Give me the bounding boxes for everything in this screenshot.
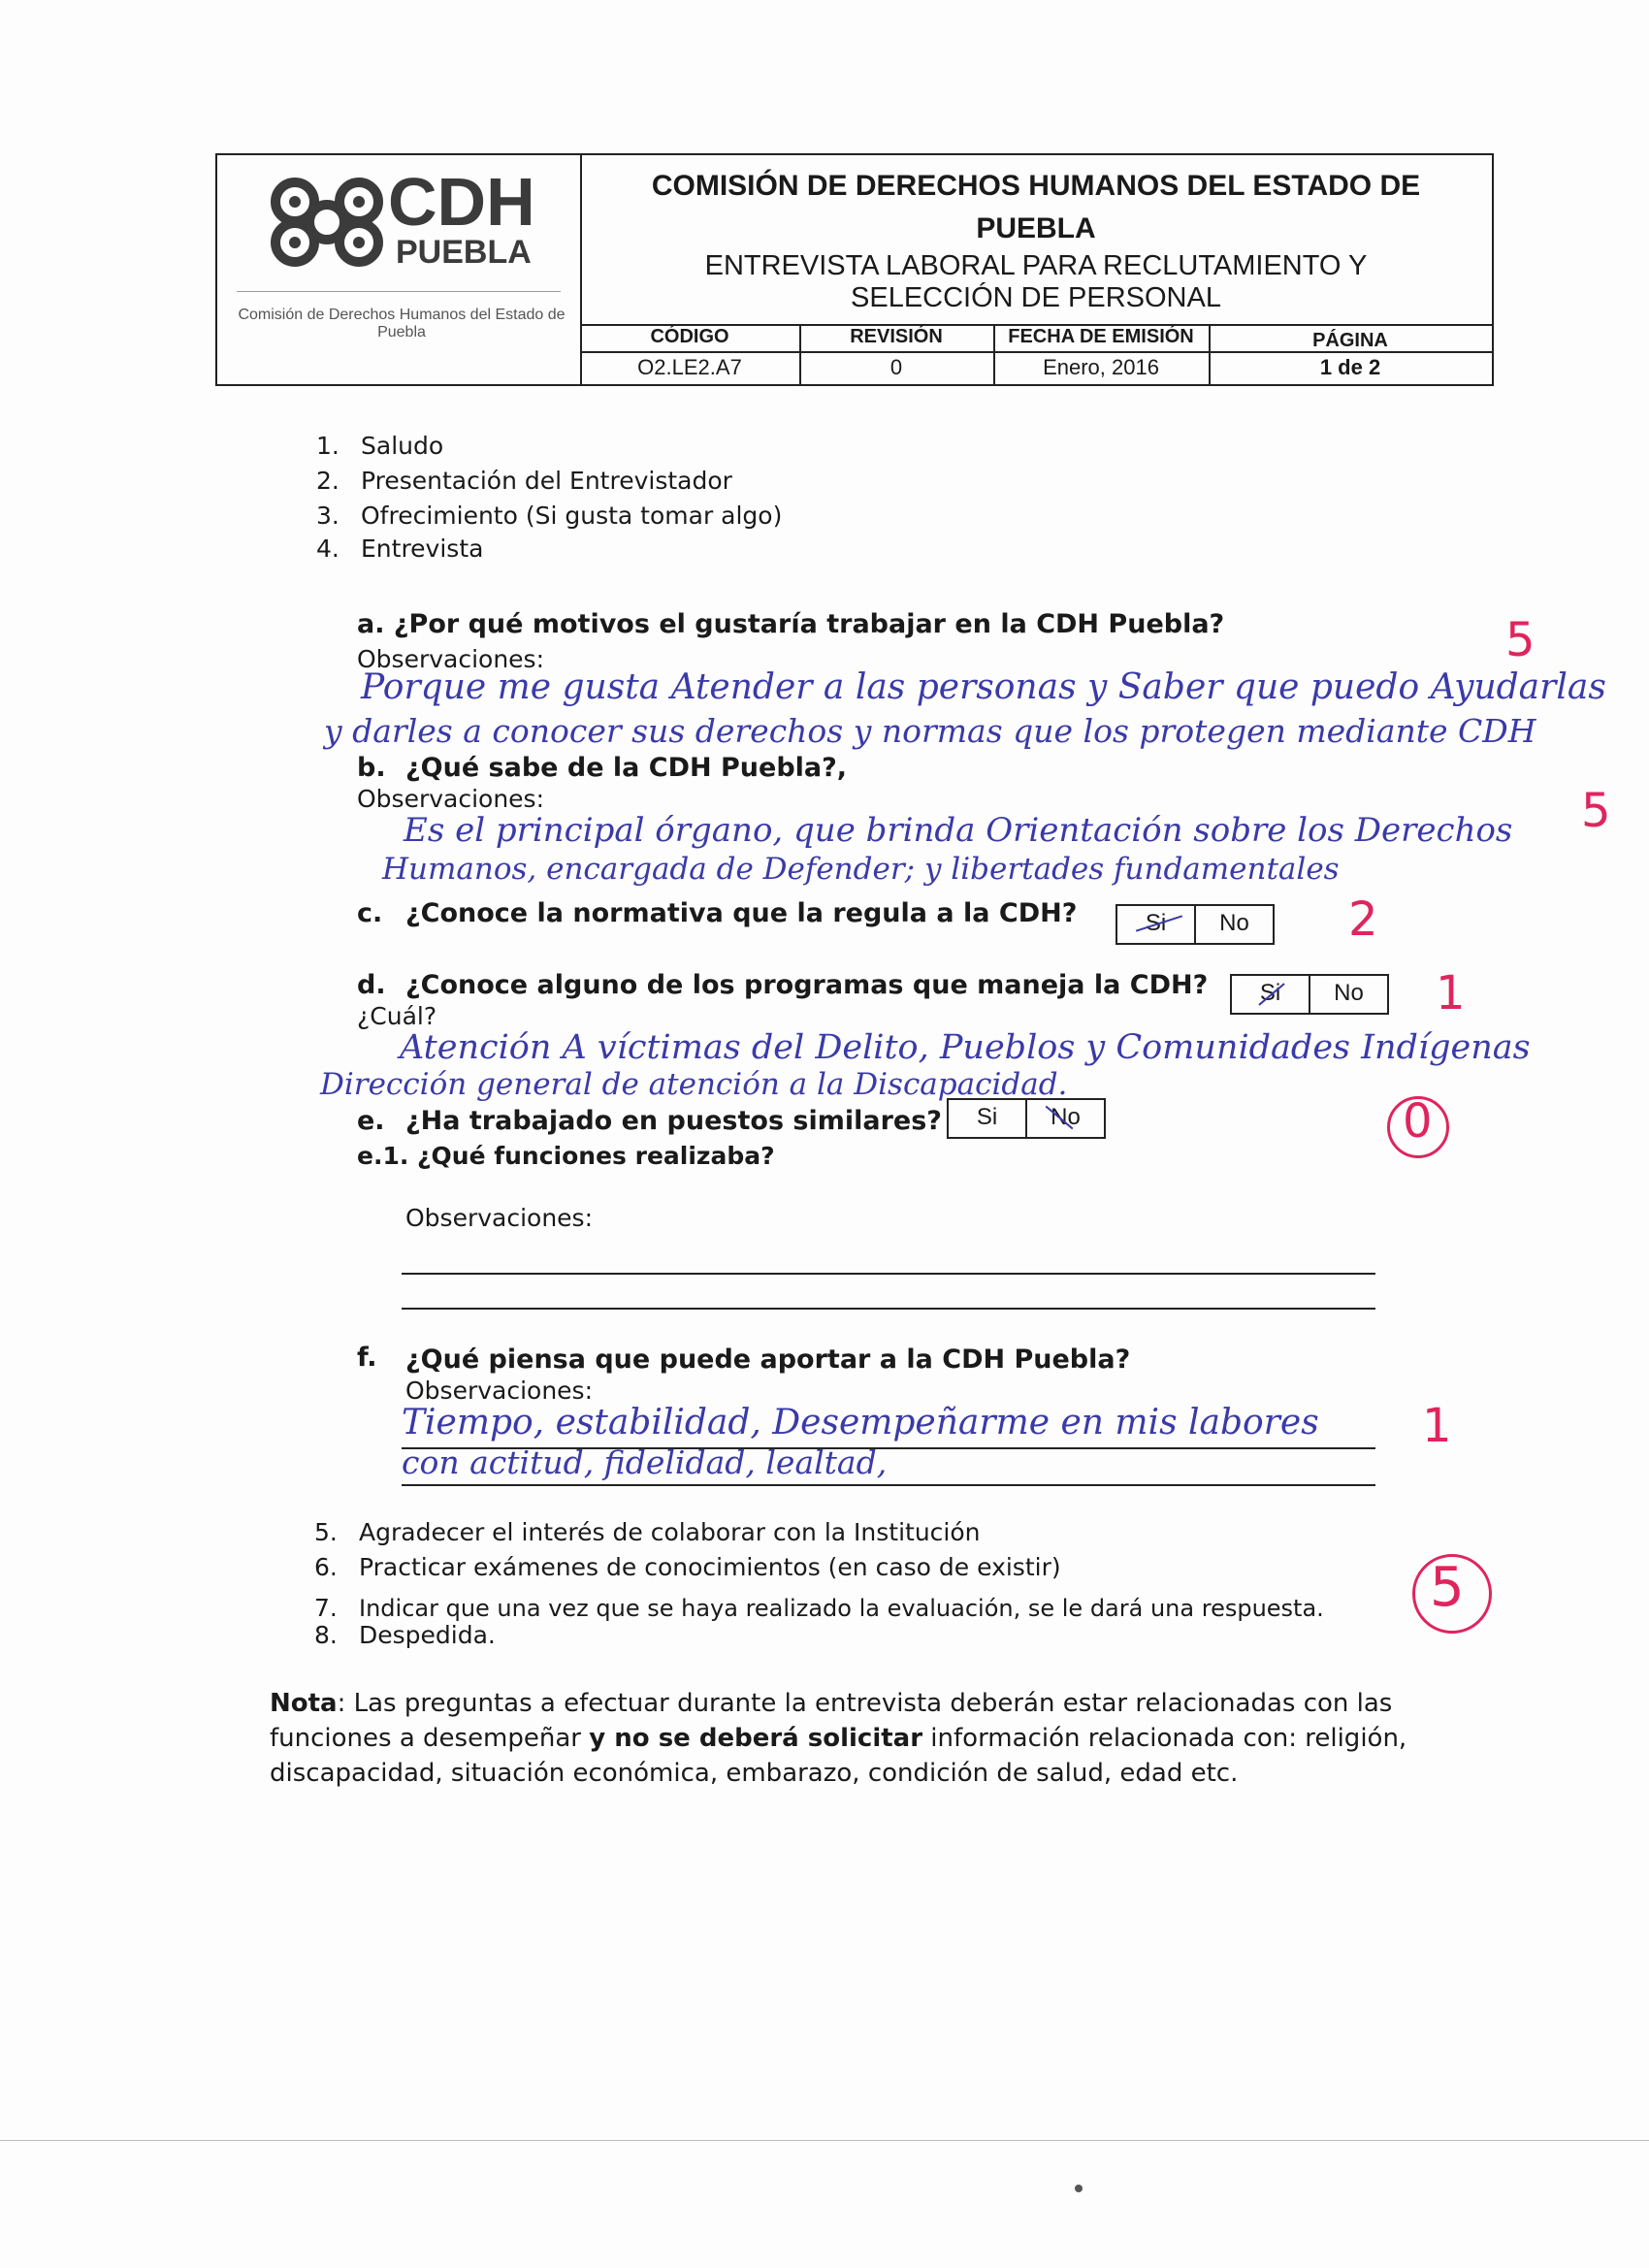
code-value: O2.LE2.A7 [637,355,742,379]
question-e-yes-no [947,1098,1106,1139]
answer-d-line-1: Atención A víctimas del Delito, Pueblos y Comunidades Indígenas [400,1028,1531,1067]
option-si[interactable]: Si [976,1104,998,1130]
step-num: 3. [316,502,340,530]
cdh-logo-icon [264,173,390,270]
observations-label: Observaciones: [405,1377,594,1405]
option-no[interactable]: No [1025,1100,1104,1137]
question-c-yes-no [1116,904,1275,945]
answer-f-line-2: con actitud, fidelidad, lealtad, [402,1443,888,1481]
title-line-2: PUEBLA [976,212,1096,244]
issue-date-header: FECHA DE EMISIÓN [1008,326,1194,347]
note-text: información relacionada con: religión, [922,1724,1407,1753]
note-line-1 [270,1686,1392,1721]
option-no[interactable]: No [1194,906,1273,943]
answer-d-line-2: Dirección general de atención a la Discapacidad. [320,1067,1068,1102]
step-num: 7. [314,1594,338,1622]
note-label: Nota [270,1689,338,1718]
question-e: ¿Ha trabajado en puestos similares? [405,1106,942,1136]
which-label: ¿Cuál? [357,1002,437,1030]
question-d: ¿Conoce alguno de los programas que maneja la CDH? [405,970,1209,1000]
step-num: 1. [316,432,340,460]
step-text: Agradecer el interés de colaborar con la Institución [359,1518,981,1546]
observations-label: Observaciones: [357,645,545,673]
observations-label: Observaciones: [405,1204,594,1232]
document-header [215,153,1494,386]
step-num: 8. [314,1621,338,1649]
note-line-3: discapacidad, situación económica, embarazo, condición de salud, edad etc. [270,1759,1239,1788]
step-num: 2. [316,467,340,495]
step-text: Despedida. [359,1621,496,1649]
question-c-letter: c. [357,898,383,928]
issue-date-value: Enero, 2016 [1043,355,1159,379]
page-value: 1 de 2 [1319,355,1381,379]
score-e: 0 [1403,1094,1433,1149]
logo-caption: Comisión de Derechos Humanos del Estado de Puebla [238,307,566,340]
title-line-1: COMISIÓN DE DERECHOS HUMANOS DEL ESTADO DE [651,170,1421,202]
question-b: ¿Qué sabe de la CDH Puebla?, [405,753,848,783]
score-d: 1 [1436,966,1466,1021]
blank-line [402,1308,1375,1310]
subtitle-line-2: SELECCIÓN DE PERSONAL [851,282,1221,313]
step-text: Practicar exámenes de conocimientos (en caso de existir) [359,1553,1061,1581]
title-block [580,155,1492,314]
score-a: 5 [1505,613,1536,667]
answer-b-line-2: Humanos, encargada de Defender; y libertades fundamentales [382,852,1340,887]
blank-line [402,1273,1375,1275]
question-c: ¿Conoce la normativa que la regula a la CDH? [405,898,1078,928]
question-f-letter: f. [357,1343,377,1373]
step-text: Entrevista [361,535,484,563]
step-num: 4. [316,535,340,563]
step-num: 5. [314,1518,338,1546]
subtitle-line-1: ENTREVISTA LABORAL PARA RECLUTAMIENTO Y [704,250,1368,281]
question-d-letter: d. [357,970,386,1000]
score-f: 1 [1422,1399,1452,1453]
question-e-letter: e. [357,1106,385,1136]
answer-b-line-1: Es el principal órgano, que brinda Orientación sobre los Derechos [404,811,1513,850]
answer-line [402,1484,1375,1486]
option-no[interactable]: No [1309,976,1387,1013]
question-f: ¿Qué piensa que puede aportar a la CDH Puebla? [405,1345,1131,1375]
question-a: a. ¿Por qué motivos el gustaría trabajar en la CDH Puebla? [357,609,1225,639]
revision-value: 0 [889,355,903,379]
note-text: : Las preguntas a efectuar durante la entrevista deberán estar relacionadas con las [337,1689,1393,1718]
score-b: 5 [1581,784,1611,838]
question-e-1: e.1. ¿Qué funciones realizaba? [357,1142,775,1170]
option-si[interactable]: Si [1259,980,1281,1006]
revision-header: REVISIÓN [850,326,943,347]
step-text: Presentación del Entrevistador [361,467,732,495]
code-header: CÓDIGO [650,326,729,347]
question-d-yes-no [1230,974,1389,1015]
score-c: 2 [1348,892,1378,947]
step-text: Ofrecimiento (Si gusta tomar algo) [361,502,783,530]
note-emphasis: y no se deberá solicitar [589,1724,923,1753]
answer-a-line-2: y darles a conocer sus derechos y normas que los protegen mediante CDH [324,712,1536,750]
logo-cell [217,155,582,384]
step-text: Indicar que una vez que se haya realizado la evaluación, se le dará una respuesta. [359,1595,1324,1622]
answer-f-line-1: Tiempo, estabilidad, Desempeñarme en mis labores [402,1403,1319,1442]
option-si[interactable]: Si [1145,910,1167,936]
observations-label: Observaciones: [357,785,545,813]
logo-wordmark-sub: PUEBLA [396,234,532,271]
logo-wordmark: CDH [388,164,535,240]
total-score: 5 [1430,1556,1465,1619]
step-text: Saludo [361,432,444,460]
logo-divider [237,291,561,292]
step-num: 6. [314,1553,338,1581]
scan-speck [1075,2185,1083,2192]
note-text: funciones a desempeñar [270,1724,590,1753]
answer-a-line-1: Porque me gusta Atender a las personas y Saber que puedo Ayudarlas [361,667,1606,707]
question-b-letter: b. [357,753,386,783]
page-header: PÁGINA [1312,330,1388,351]
scan-edge [0,2140,1649,2141]
note-line-2 [270,1721,1406,1756]
